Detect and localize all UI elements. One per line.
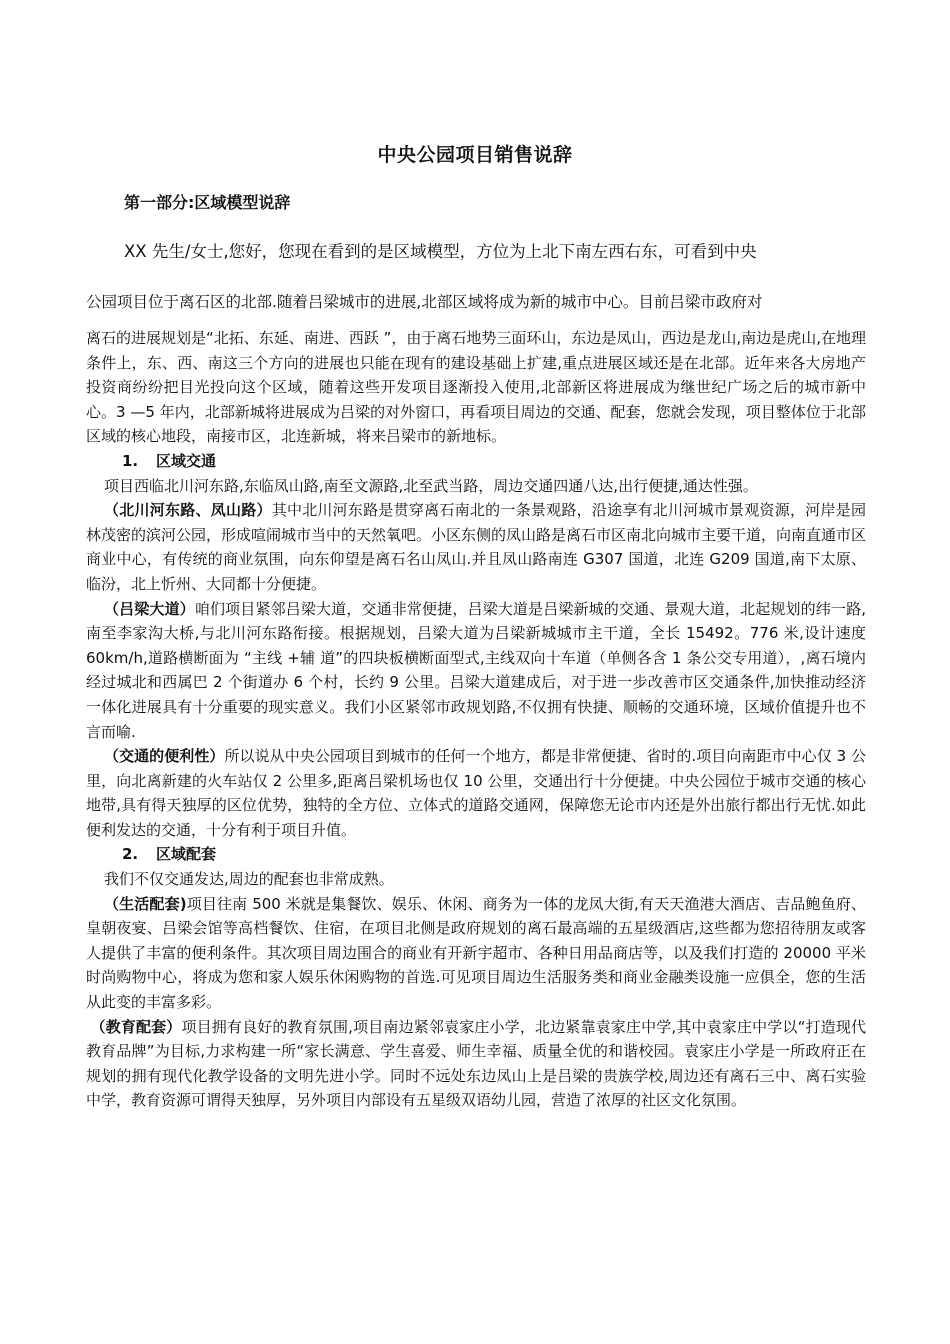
section-heading-2 (86, 842, 866, 867)
sec1-para-1: 项目西临北川河东路,东临凤山路,南至文源路,北至武当路，周边交通四通八达,出行便捷,通达性强。 (104, 476, 758, 495)
sec1-para-4 (86, 744, 866, 842)
para-lead: （生活配套) (104, 894, 187, 913)
para-text: 咱们项目紧邻吕梁大道，交通非常便捷，吕梁大道是吕梁新城的交通、景观大道，北起规划的纬一路,南至李家沟大桥,与北川河东路衔接。根据规划，吕梁大道为吕梁新城城市主干道，全长 15492。776 米,设计速度 60km/h,道路横断面为 “主线 +辅 道”的四块板横断面型式,主线双向十车道（单侧各含 1 条公交专用道），,离石境内经过城北和西属巴 2 个街道办 6 个村，长约 9 公里。吕梁大道建成后，对于进一步改善市区交通条件,加快推动经济一体化进展具有十分重要的现实意义。我们小区紧邻市政规划路,不仅拥有快捷、顺畅的交通环境，区域价值提升也不言而喻. (86, 599, 866, 741)
sec2-para-3 (86, 1015, 866, 1113)
para-lead: （教育配套） (90, 1017, 182, 1036)
para-text: 所以说从中央公园项目到城市的任何一个地方，都是非常便捷、省时的.项目向南距市中心仅 3 公里，向北离新建的火车站仅 2 公里多,距离吕梁机场也仅 10 公里，交通出行十分便捷。中央公园位于城市交通的核心地带,具有得天独厚的区位优势，独特的全方位、立体式的道路交通网，保障您无论市内还是外出旅行都出行无忧.如此便利发达的交通，十分有利于项目升值。 (86, 747, 866, 839)
intro-continuation (86, 290, 866, 315)
section-title: 区域配套 (156, 845, 217, 864)
para-text: 项目拥有良好的教育氛围,项目南边紧邻袁家庄小学，北边紧靠袁家庄中学,其中袁家庄中学以“打造现代教育品牌”为目标,力求构建一所“家长满意、学生喜爱、师生幸福、质量全优的和谐校园。袁家庄小学是一所政府正在规划的拥有现代化教学设备的文明先进小学。同时不远处东边凤山上是吕梁的贵族学校,周边还有离石三中、离石实验中学，教育资源可谓得天独厚，另外项目内部设有五星级双语幼儿园，营造了浓厚的社区文化氛围。 (86, 1017, 866, 1110)
sec1-para-3 (86, 597, 866, 745)
para-text: 项目往南 500 米就是集餐饮、娱乐、休闲、商务为一体的龙凤大街,有天天渔港大酒店、吉品鲍鱼府、皇朝夜宴、吕梁会馆等高档餐饮、住宿，在项目北侧是政府规划的离石最高端的五星级酒店,这些都为您招待朋友或客人提供了丰富的便利条件。其次项目周边围合的商业有开新宇超市、各种日用品商店等，以及我们打造的 20000 平米时尚购物中心，将成为您和家人娱乐休闲购物的首选.可见项目周边生活服务类和商业金融类设施一应俱全，您的生活从此变的丰富多彩。 (86, 894, 866, 1012)
para-1: 离石的进展规划是“北拓、东延、南进、西跃 ”，由于离石地势三面环山，东边是凤山，西边是龙山,南边是虎山,在地理条件上，东、西、南这三个方向的进展也只能在现有的建设基础上扩建,重点进展区域还是在北部。近年来各大房地产投资商纷纷把目光投向这个区域，随着这些开发项目逐渐投入使用,北部新区将进展成为继世纪广场之后的城市新中心。3 —5 年内，北部新城将进展成为吕梁的对外窗口，再看项目周边的交通、配套，您就会发现，项目整体位于北部区域的核心地段，南接市区，北连新城，将来吕梁市的新地标。 (86, 329, 866, 446)
para-lead: （吕梁大道） (104, 599, 195, 618)
section-number: 1. (122, 451, 139, 470)
para-lead: （交通的便利性） (104, 747, 225, 766)
sec2-para-2 (86, 892, 866, 1015)
para-text: 其中北川河东路是贯穿离石南北的一条景观路，沿途享有北川河城市景观资源，河岸是园林茂密的滨河公园，形成喧闹城市当中的天然氧吧。小区东侧的凤山路是离石市区南北向城市主要干道，向南直通市区商业中心，有传统的商业氛围，向东仰望是离石名山凤山.并且凤山路南连 G307 国道，北连 G209 国道,南下太原、临汾，北上忻州、大同都十分便捷。 (86, 501, 867, 593)
section-title: 区域交通 (156, 451, 217, 470)
section-heading-1 (86, 449, 866, 474)
sec1-para-2 (86, 498, 866, 596)
para-lead: （北川河东路、凤山路） (104, 501, 272, 520)
page-title: 中央公园项目销售说辞 (377, 144, 573, 166)
sec2-para-1: 我们不仅交通发达,周边的配套也非常成熟。 (104, 870, 394, 889)
section-number: 2. (122, 845, 139, 864)
intro-line-2: 公园项目位于离石区的北部.随着吕梁城市的进展,北部区域将成为新的城市中心。目前吕梁市政府对 (86, 293, 763, 311)
intro-line: XX 先生/女士,您好，您现在看到的是区域模型，方位为上北下南左西右东，可看到中央 (124, 242, 757, 261)
body-text (86, 326, 866, 1113)
part1-heading: 第一部分:区域模型说辞 (124, 193, 291, 212)
